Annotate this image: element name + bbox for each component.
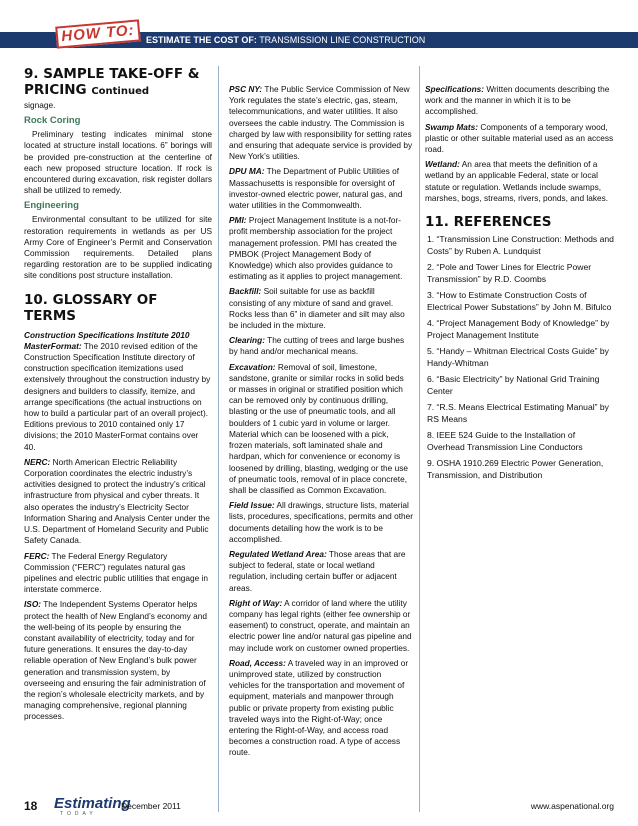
section-11-heading: 11. REFERENCES bbox=[425, 214, 552, 231]
reference-item: 5. “Handy – Whitman Electrical Costs Guide” by Handy-Whitman bbox=[427, 346, 609, 368]
signage-text: signage. bbox=[24, 100, 56, 110]
glossary-entry: Regulated Wetland Area: Those areas that are subject to federal, state or local wetland regulation, including certain buffer or adjacent areas. bbox=[229, 548, 406, 593]
reference-item: 1. “Transmission Line Construction: Methods and Costs” by Ruben A. Lundquist bbox=[427, 234, 614, 256]
how-to-badge: HOW TO: bbox=[55, 19, 141, 48]
reference-item: 9. OSHA 1910.269 Electric Power Generation, Transmission, and Distribution bbox=[427, 458, 604, 480]
page-number: 18 bbox=[24, 799, 38, 813]
glossary-entry: Right of Way: A corridor of land where the utility company has legal rights (either fee ownership or easement) to construct, operate, and maintain an electric power line and/or natural gas pipeline and may include work on customer owned properties. bbox=[229, 597, 412, 653]
glossary-entry: Field Issue: All drawings, structure lists, material lists, procedures, specifications, permits and other documents detailing how the work is to be accomplished. bbox=[229, 500, 413, 544]
reference-item: 2. “Pole and Tower Lines for Electric Power Transmission” by R.D. Coombs bbox=[427, 262, 592, 284]
glossary-entry: ISO: The Independent Systems Operator helps protect the health of New England’s economy and the well-being of its people by ensuring the constant availability of electricity, today and for future generations. It ensures the day-to-day reliable operation of New England’s bulk power generation and transmission system, by overseeing and ensuring the fair administration of the region’s wholesale electricity markets, and by managing comprehensive, regional planning processes. bbox=[24, 599, 207, 722]
glossary-entry: NERC: North American Electric Reliability Corporation coordinates the electric industry’s activities designed to protect the industry’s critical infrastructure from physical and cyber threats. It also operates the industry’s Electricity Sector Information Sharing and Analysis Center under the U.S. Department of Homeland Security and Public Safety Canada. bbox=[24, 456, 210, 546]
website-url: www.aspenational.org bbox=[530, 801, 614, 811]
engineering-heading: Engineering bbox=[24, 200, 79, 212]
glossary-entry: Construction Specifications Institute 2010 MasterFormat: The 2010 revised edition of the Construction Specification Institute directory of construction specification itemizations used extensively throughout the construction industry by designers and builders to classify, itemize, and arrange specifications (the actual instructions on how to build a particular part of an overall project). Editions previous to 2010 contained only 17 divisions; the 2010 MasterFormat contains over 40. bbox=[24, 329, 211, 452]
glossary-entry: DPU MA: The Department of Public Utilities of Massachusetts is responsible for oversight of investor-owned electric power, natural gas, and water utilities in the Commonwealth. bbox=[229, 166, 403, 211]
glossary-entry: Backfill: Soil suitable for use as backfill consisting of any mixture of sand and gravel. Rocks less than 6” in diameter and silt may also be included in the mixture. bbox=[229, 286, 405, 331]
magazine-logo-sub: TODAY bbox=[60, 811, 97, 817]
column-2 bbox=[229, 84, 413, 763]
column-1 bbox=[24, 66, 212, 727]
issue-date: December 2011 bbox=[121, 801, 181, 811]
glossary-entry: Road, Access: A traveled way in an improved or unimproved state, utilized by construction vehicles for the transportation and movement of equipment, materials and manpower through public or private property from existing public traveled ways into the Right-of-Way; once entering the Right-of-Way, and access road becomes a construction road. A type of access route. bbox=[229, 657, 409, 758]
reference-item: 8. IEEE 524 Guide to the Installation of Overhead Transmission Line Conductors bbox=[427, 430, 583, 452]
glossary-entry: PSC NY: The Public Service Commission of New York regulates the state’s electric, gas, steam, telecommunications, and water utilities. It also oversees the cable industry. The Commission is charged by law with responsibility for setting rates and ensuring that adequate service is provided by New York’s utilities. bbox=[229, 84, 413, 162]
column-divider bbox=[218, 66, 219, 812]
glossary-entry: Wetland: An area that meets the definition of a wetland by an applicable Federal, state or local statute or regulation. Wetlands include swamps, marshes, bogs, streams, rivers, ponds, and lakes. bbox=[425, 159, 609, 203]
rock-coring-text: Preliminary testing indicates minimal stone located at structure install locations. 6” borings will be provided pre-construction at the centerline of each new proposed structure location. If rock is encountered during excavation, risk register dollars shall be utilized to remedy. bbox=[24, 129, 212, 196]
section-10-heading: 10. GLOSSARY OF TERMS bbox=[24, 291, 158, 324]
section-9-heading: 9. SAMPLE TAKE-OFF & PRICING Continued bbox=[24, 66, 200, 98]
glossary-entry: FERC: The Federal Energy Regulatory Commission (“FERC”) regulates natural gas pipelines and electric public utilities that engage in interstate commerce. bbox=[24, 550, 209, 595]
column-3 bbox=[425, 84, 615, 486]
reference-item: 6. “Basic Electricity” by National Grid Training Center bbox=[427, 374, 600, 396]
column-divider bbox=[419, 66, 420, 812]
header-title-sub: TRANSMISSION LINE CONSTRUCTION bbox=[259, 35, 426, 45]
glossary-entry: Swamp Mats: Components of a temporary wood, plastic or other suitable material used as an access road. bbox=[425, 121, 614, 155]
reference-item: 3. “How to Estimate Construction Costs of Electrical Power Substations” by John M. Bifulco bbox=[427, 290, 612, 312]
header-title-bold: ESTIMATE THE COST OF: bbox=[146, 35, 257, 45]
reference-item: 7. “R.S. Means Electrical Estimating Manual” by RS Means bbox=[427, 402, 609, 424]
glossary-entry: Clearing: The cutting of trees and large bushes by hand and/or mechanical means. bbox=[229, 335, 405, 357]
engineering-text: Environmental consultant to be utilized for site restoration requirements in wetlands as per US Army Core of Engineer’s Permit and Conservation Commission requirements. Detailed plans regarding restoration are to be supplied indicating site conditions post structure installation. bbox=[24, 214, 212, 281]
glossary-entry: Specifications: Written documents describing the work and the manner in which it is to be accomplished. bbox=[425, 84, 610, 117]
references-list bbox=[425, 234, 615, 481]
glossary-entry: Excavation: Removal of soil, limestone, sandstone, granite or similar rocks in solid beds or masses in original or stratified position which can be removed only by continuous drilling, blasting or the use of pneumatic tools, and all boulders of 1 cubic yard in volume or larger. Material which can be loosened with a pick, frozen materials, soft laminated shale and hardpan, which for convenience or economy is loosened by drilling, blasting, wedging or the use of pneumatic tools, removal of in place concrete, shall be classified as Common Excavation. bbox=[229, 361, 408, 495]
header-title bbox=[146, 34, 425, 46]
rock-coring-heading: Rock Coring bbox=[24, 115, 81, 127]
magazine-logo: Estimating bbox=[54, 795, 131, 812]
glossary-entry: PMI: Project Management Institute is a not-for-profit membership association for the project management profession. PMI has created the PMBOK (Project Management Body of Knowledge) which also provides guidance to estimating as it applies to project management. bbox=[229, 215, 403, 282]
reference-item: 4. “Project Management Body of Knowledge” by Project Management Institute bbox=[427, 318, 610, 340]
